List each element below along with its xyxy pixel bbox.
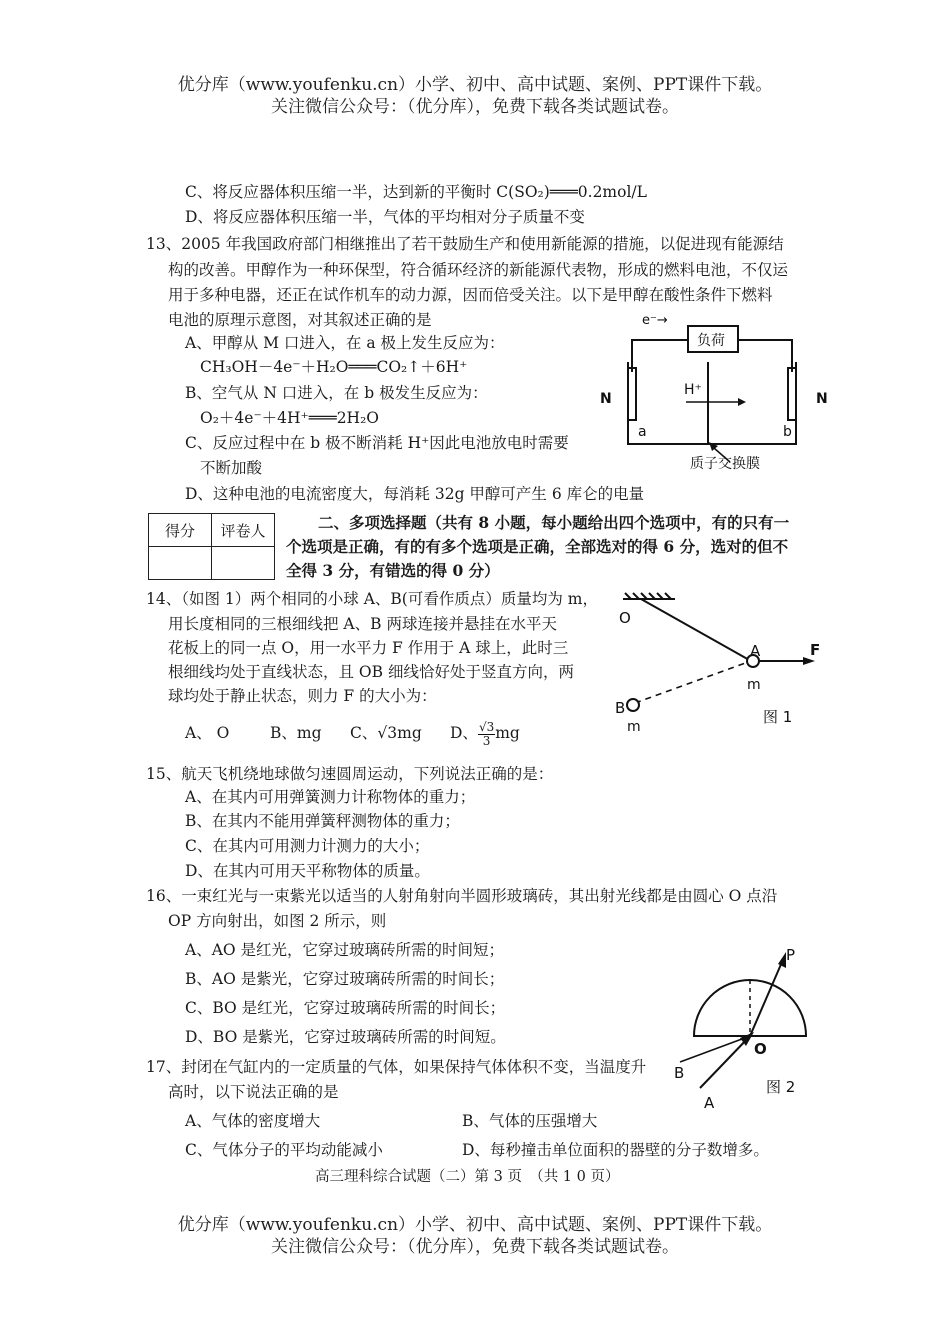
q15-stem: 15、航天飞机绕地球做匀速圆周运动，下列说法正确的是： <box>146 765 554 783</box>
q14-option-a: A、 O <box>185 724 230 742</box>
score-box <box>148 513 275 580</box>
fuel-cell-diagram <box>590 310 840 475</box>
q13-option-d: D、这种电池的电流密度大，每消耗 32g 甲醇可产生 6 库仑的电量 <box>185 485 645 503</box>
q16-option-c: C、BO 是红光，它穿过玻璃砖所需的时间长； <box>185 999 506 1017</box>
q14-stem-line-4: 根细线均处于直线状态，且 OB 细线恰好处于竖直方向，两 <box>168 663 574 681</box>
section2-line-1: 二、多项选择题（共有 8 小题，每小题给出四个选项中，有的只有一 <box>318 513 790 532</box>
q17-option-a: A、气体的密度增大 <box>185 1112 321 1130</box>
mass-b-label: m <box>627 719 641 735</box>
header-line-2: 关注微信公众号：（优分库），免费下载各类试题试卷。 <box>271 97 679 117</box>
q17-stem-line-1: 17、封闭在气缸内的一定质量的气体，如果保持气体体积不变，当温度升 <box>146 1058 647 1076</box>
q13-option-c: C、反应过程中在 b 极不断消耗 H⁺因此电池放电时需要 <box>185 434 569 452</box>
q14-option-b: B、mg <box>270 724 322 742</box>
q17-option-d: D、每秒撞击单位面积的器壁的分子数增多。 <box>462 1141 769 1159</box>
load-label: 负荷 <box>697 333 725 349</box>
q13-stem-line-1: 13、2005 年我国政府部门相继推出了若干鼓励生产和使用新能源的措施，以促进现有能源结 <box>146 235 784 253</box>
q14-stem-line-2: 用长度相同的三根细线把 A、B 两球连接并悬挂在水平天 <box>168 615 557 633</box>
proton-label: H⁺ <box>684 382 702 398</box>
mass-a-label: m <box>747 677 761 693</box>
figure-1-diagram <box>605 585 835 745</box>
score-label: 得分 <box>149 514 212 547</box>
point-o-label: O <box>754 1040 767 1058</box>
q17-stem-line-2: 高时，以下说法正确的是 <box>168 1083 339 1101</box>
point-b-label: B <box>674 1064 685 1082</box>
q13-stem-line-2: 构的改善。甲醇作为一种环保型，符合循环经济的新能源代表物，形成的燃料电池，不仅运 <box>168 261 789 279</box>
section2-line-3: 全得 3 分，有错选的得 0 分） <box>286 561 500 580</box>
q14-option-c: C、√3mg <box>350 724 422 742</box>
point-a-label: A <box>704 1094 715 1112</box>
q16-option-b: B、AO 是紫光，它穿过玻璃砖所需的时间长； <box>185 970 505 988</box>
q16-option-a: A、AO 是红光，它穿过玻璃砖所需的时间短； <box>185 941 505 959</box>
q16-stem-line-2: OP 方向射出，如图 2 所示，则 <box>168 912 387 930</box>
force-f-label: F <box>810 641 821 659</box>
q17-option-c: C、气体分子的平均动能减小 <box>185 1141 383 1159</box>
q16-option-d: D、BO 是紫光，它穿过玻璃砖所需的时间短。 <box>185 1028 506 1046</box>
right-port-label: N <box>816 391 828 407</box>
header-line-1: 优分库（www.youfenku.cn）小学、初中、高中试题、案例、PPT课件下载。 <box>177 75 773 95</box>
q17-option-b: B、气体的压强增大 <box>462 1112 598 1130</box>
q14-stem-line-1: 14、（如图 1）两个相同的小球 A、B(可看作质点）质量均为 m， <box>146 590 598 608</box>
footer-line-2: 关注微信公众号：（优分库），免费下载各类试题试卷。 <box>271 1237 679 1257</box>
point-b-label: B <box>615 699 626 717</box>
q12-option-c: C、将反应器体积压缩一半，达到新的平衡时 C(SO₂)═══0.2mol/L <box>185 183 647 201</box>
section2-line-2: 个选项是正确，有的有多个选项是正确，全部选对的得 6 分，选对的但不 <box>286 537 789 556</box>
q13-option-b-equation: O₂＋4e⁻＋4H⁺═══2H₂O <box>200 409 379 427</box>
q13-option-a: A、甲醇从 M 口进入，在 a 极上发生反应为： <box>185 334 505 352</box>
q14-stem-line-5: 球均处于静止状态，则力 F 的大小为： <box>168 687 437 705</box>
q15-option-a: A、在其内可用弹簧测力计称物体的重力； <box>185 788 476 806</box>
left-port-label: N <box>600 391 612 407</box>
point-o-label: O <box>619 609 631 627</box>
grader-cell[interactable] <box>212 547 275 580</box>
figure-1-caption: 图 1 <box>763 708 793 726</box>
membrane-label: 质子交换膜 <box>690 456 760 472</box>
q13-option-c-cont: 不断加酸 <box>200 459 263 477</box>
point-a-label: A <box>750 642 761 660</box>
figure-2-caption: 图 2 <box>766 1078 796 1096</box>
q13-option-b: B、空气从 N 口进入，在 b 极发生反应为： <box>185 384 488 402</box>
page-number: 高三理科综合试题（二）第 3 页 （共 1 0 页） <box>315 1169 620 1185</box>
sqrt3: √3 <box>377 724 398 742</box>
q15-option-d: D、在其内可用天平称物体的质量。 <box>185 862 430 880</box>
q14-option-d: D、 $\frac{√3}{3}$ mg <box>450 719 520 748</box>
electrode-a-label: a <box>638 424 647 440</box>
q15-option-b: B、在其内不能用弹簧秤测物体的重力； <box>185 812 460 830</box>
q15-option-c: C、在其内可用测力计测力的大小； <box>185 837 430 855</box>
q12-option-d: D、将反应器体积压缩一半，气体的平均相对分子质量不变 <box>185 208 585 226</box>
point-p-label: P <box>786 946 796 964</box>
footer-line-1: 优分库（www.youfenku.cn）小学、初中、高中试题、案例、PPT课件下载。 <box>177 1215 773 1235</box>
q16-stem-line-1: 16、一束红光与一束紫光以适当的人射角射向半圆形玻璃砖，其出射光线都是由圆心 O 点沿 <box>146 887 778 905</box>
electrode-b-label: b <box>783 424 792 440</box>
q14-stem-line-3: 花板上的同一点 O，用一水平力 F 作用于 A 球上，此时三 <box>168 639 569 657</box>
electron-flow-label: e⁻→ <box>642 313 668 328</box>
q13-option-a-equation: CH₃OH－4e⁻＋H₂O═══CO₂↑＋6H⁺ <box>200 358 468 376</box>
score-cell[interactable] <box>149 547 212 580</box>
q13-stem-line-4: 电池的原理示意图，对其叙述正确的是 <box>168 311 432 329</box>
figure-2-diagram <box>670 940 840 1115</box>
grader-label: 评卷人 <box>212 514 275 547</box>
sqrt3-over-3-fraction: $\frac{√3}{3}$ <box>478 719 495 748</box>
q13-stem-line-3: 用于多种电器，还正在试作机车的动力源，因而倍受关注。以下是甲醇在酸性条件下燃料 <box>168 286 773 304</box>
